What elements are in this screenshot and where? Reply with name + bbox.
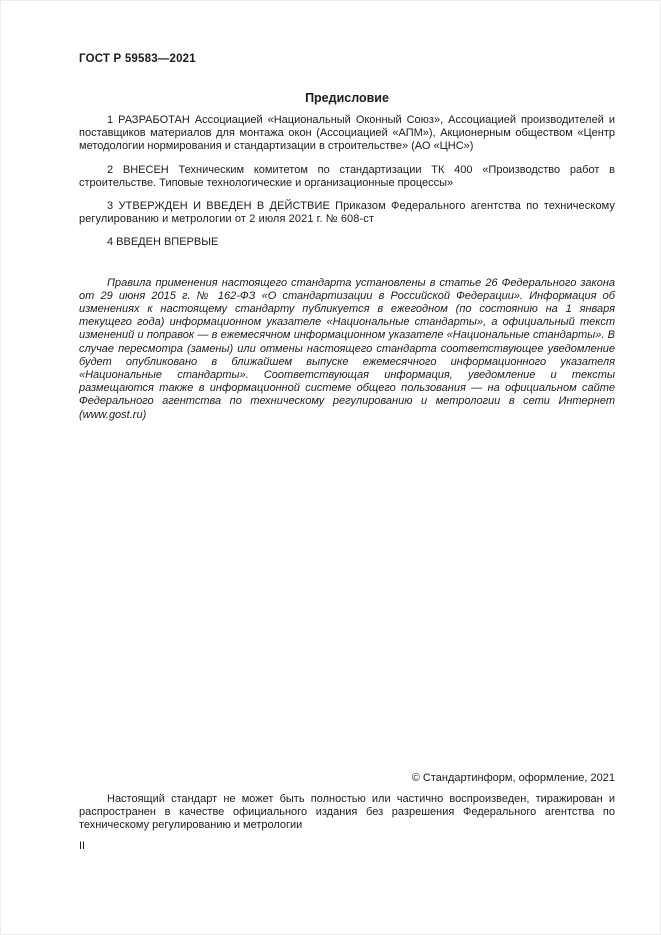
section-title: Предисловие [305,91,389,105]
foreword-item-first-edition: 4 ВВЕДЕН ВПЕРВЫЕ [107,236,219,249]
page-footer-block [79,772,615,852]
page-number: II [79,839,86,852]
foreword-item-approved: 3 УТВЕРЖДЕН И ВВЕДЕН В ДЕЙСТВИЕ Приказом Федерального агентства по техническому регулированию и метрологии от 2 июля 2021 г. № 608-ст [79,200,615,226]
application-rules-note: Правила применения настоящего стандарта установлены в статье 26 Федерального закона от 29 июня 2015 г. № 162-ФЗ «О стандартизации в Российской Федерации». Информация об изменениях к настоящему стандарту публикуется в ежегодном (по состоянию на 1 января текущего года) информационном указателе «Национальные стандарты», а официальный текст изменений и поправок — в ежемесячном информационном указателе «Национальные стандарты». В случае пересмотра (замены) или отмены настоящего стандарта соответствующее уведомление будет опубликовано в ближайшем выпуске ежемесячного информационного указателя «Национальные стандарты». Соответствующая информация, уведомление и тексты размещаются также в информационной системе общего пользования — на официальном сайте Федерального агентства по техническому регулированию и метрологии в сети Интернет (www.gost.ru) [79,276,615,421]
document-header: ГОСТ Р 59583—2021 [79,53,196,65]
page-content [79,1,615,422]
foreword-item-developed: 1 РАЗРАБОТАН Ассоциацией «Национальный Оконный Союз», Ассоциацией производителей и поставщиков материалов для монтажа окон (Ассоциацией «АПМ»), Акционерным обществом «Центр методологии нормирования и стандартизации в строительстве» (АО «ЦНС») [79,114,615,153]
reproduction-restriction-note: Настоящий стандарт не может быть полностью или частично воспроизведен, тиражирован и распространен в качестве официального издания без разрешения Федерального агентства по техническому регулированию и метрологии [79,793,615,832]
copyright-line: © Стандартинформ, оформление, 2021 [411,772,615,784]
foreword-item-submitted: 2 ВНЕСЕН Техническим комитетом по стандартизации ТК 400 «Производство работ в строительстве. Типовые технологические и организационные процессы» [79,163,615,189]
